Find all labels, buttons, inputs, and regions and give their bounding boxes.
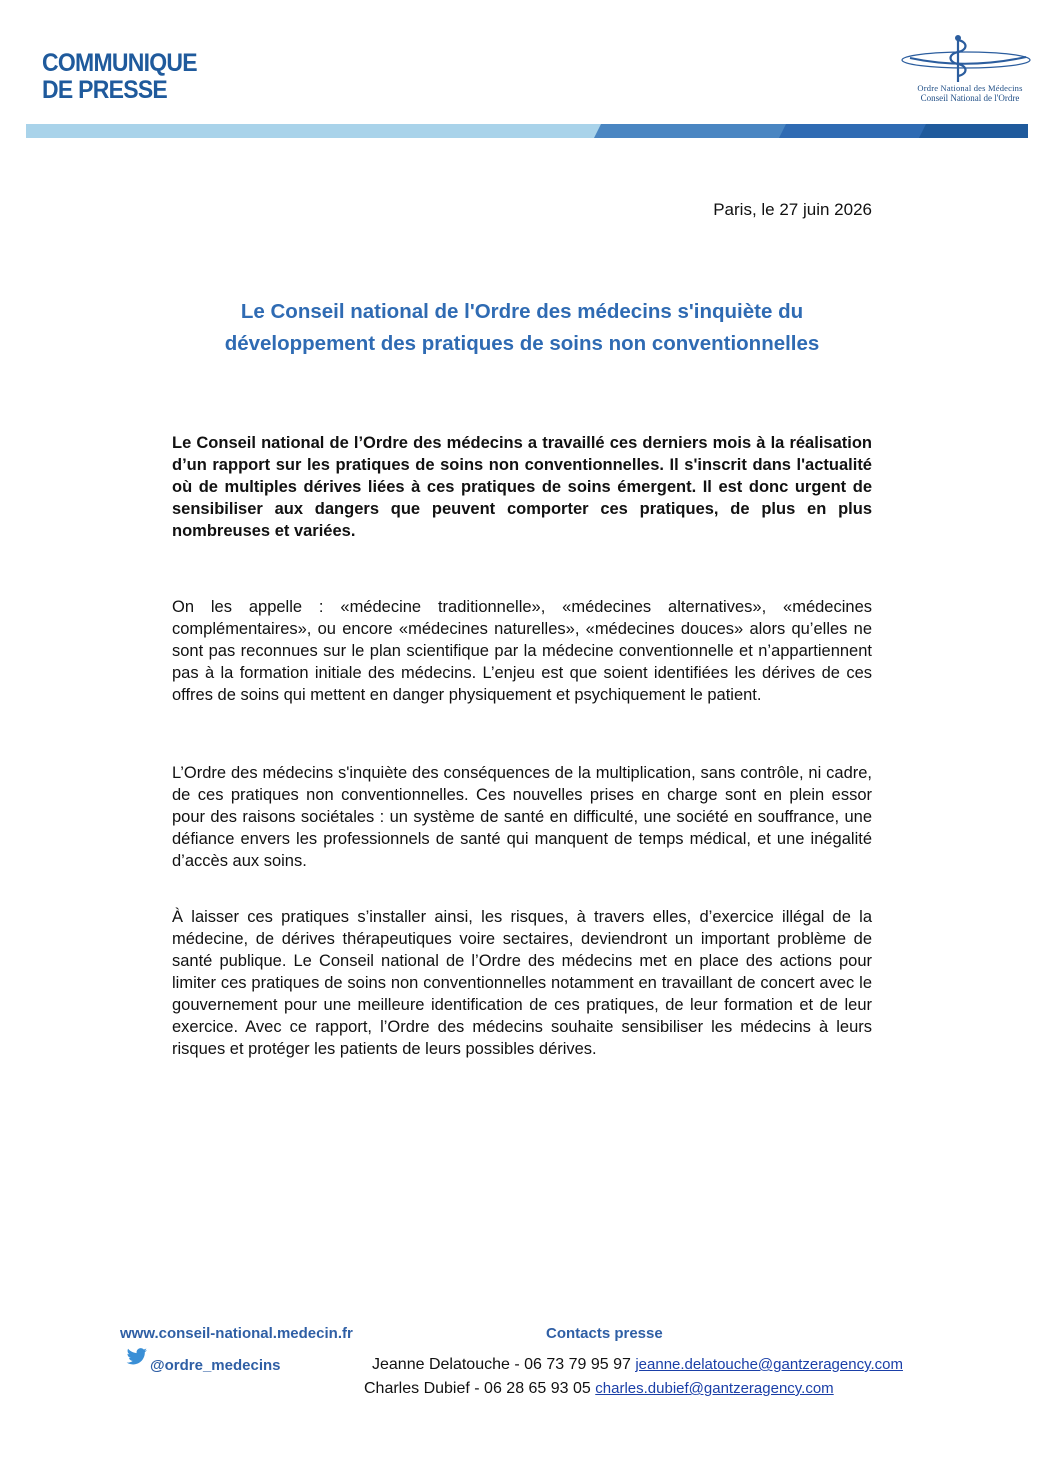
lead-paragraph: Le Conseil national de l’Ordre des médecins a travaillé ces derniers mois à la réalisation d’un rapport sur les pratiques de soins non conventionnelles. Il s'inscrit dans l'actualité où de multiples dérives liées à ces pratiques de soins émergent. Il est donc urgent de sensibiliser aux dangers que peuvent comporter ces pratiques, de plus en plus nombreuses et variées. (172, 434, 872, 540)
body-paragraph-1: On les appelle : «médecine traditionnelle», «médecines alternatives», «médecines complémentaires», ou encore «médecines naturelles», «médecines douces» alors qu’elles ne sont pas reconnues sur le plan scientifique par la médecine conventionnelle et n’appartiennent pas à la formation initiale des médecins. L’enjeu est que soient identifiées les dérives de ces offres de soins qui mettent en danger physiquement et psychiquement le patient. (172, 598, 872, 704)
twitter-icon (126, 1348, 148, 1366)
press-contact-1 (372, 1356, 903, 1374)
caduceus-icon (896, 30, 1044, 86)
press-contact-2 (364, 1380, 834, 1398)
body-paragraph-2: L’Ordre des médecins s'inquiète des conséquences de la multiplication, sans contrôle, ni cadre, de ces pratiques non conventionnelles. Ces nouvelles prises en charge sont en plein essor pour des raisons sociétales : un système de santé en difficulté, une société en souffrance, une défiance envers les professionnels de santé qui manquent de temps médical, et une inégalité d’accès aux soins. (172, 764, 872, 870)
press-contacts-label: Contacts presse (546, 1325, 663, 1342)
release-date: Paris, le 27 juin 2026 (713, 200, 872, 219)
header-banner (26, 124, 1028, 138)
logo-text-line-2: Conseil National de l'Ordre (920, 93, 1020, 103)
contact-2-email-link[interactable]: charles.dubief@gantzeragency.com (595, 1380, 834, 1397)
contact-2-name-phone: Charles Dubief - 06 28 65 93 05 (364, 1380, 591, 1397)
contact-1-email-link[interactable]: jeanne.delatouche@gantzeragency.com (635, 1356, 903, 1373)
body-paragraph-3: À laisser ces pratiques s’installer ainsi, les risques, à travers elles, d’exercice illégal de la médecine, de dérives thérapeutiques voire sectaires, deviendront un important problème de santé publique. Le Conseil national de l’Ordre des médecins met en place des actions pour limiter ces pratiques de soins non conventionnelles notamment en travaillant de concert avec le gouvernement pour une meilleure identification de ces pratiques, de leur formation et de leur exercice. Avec ce rapport, l’Ordre des médecins souhaite sensibiliser les médecins à leurs risques et protéger les patients de leurs possibles dérives. (172, 908, 872, 1058)
title-line-1: COMMUNIQUE (42, 49, 197, 77)
title-line-2: DE PRESSE (42, 76, 168, 104)
contact-1-name-phone: Jeanne Delatouche - 06 73 79 95 97 (372, 1356, 631, 1373)
press-release-title (42, 50, 197, 104)
logo-text-line-1: Ordre National des Médecins (917, 83, 1023, 93)
headline (172, 296, 872, 360)
ordre-medecins-logo (896, 30, 1044, 110)
twitter-handle[interactable]: @ordre_medecins (150, 1357, 281, 1374)
headline-line-1: Le Conseil national de l'Ordre des médecins s'inquiète du (240, 300, 804, 323)
website-link[interactable]: www.conseil-national.medecin.fr (120, 1325, 353, 1342)
headline-line-2: développement des pratiques de soins non conventionnelles (224, 332, 820, 355)
